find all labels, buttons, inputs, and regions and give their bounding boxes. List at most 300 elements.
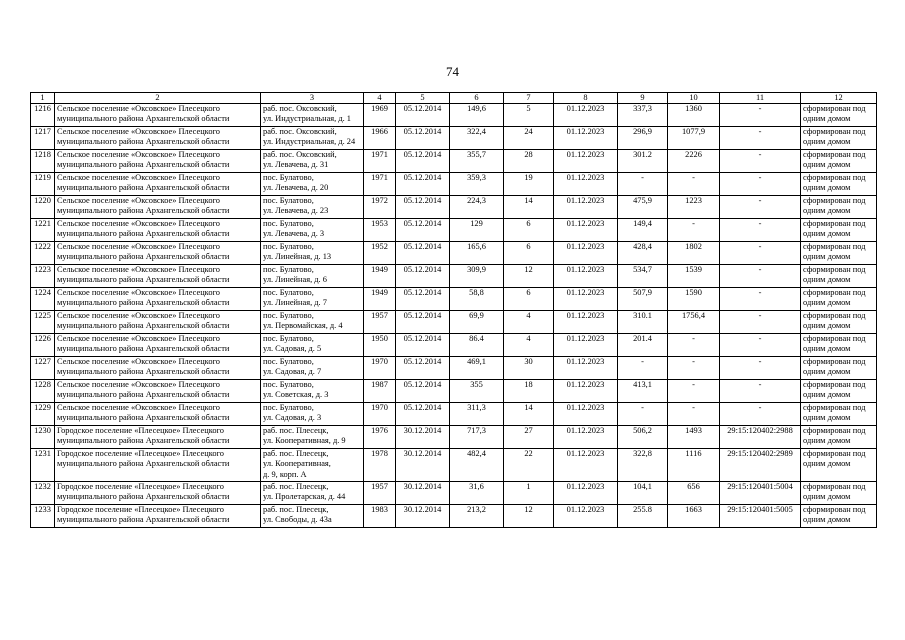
land-plot-note-cell bbox=[801, 449, 877, 482]
address-cell-line: пос. Булатово, bbox=[263, 173, 314, 182]
year-built-cell: 1952 bbox=[364, 242, 396, 265]
row-number-cell: 1230 bbox=[31, 426, 55, 449]
residents-cell: 27 bbox=[504, 426, 554, 449]
column-number: 7 bbox=[504, 93, 554, 104]
planned-date-cell: 01.12.2023 bbox=[554, 127, 618, 150]
table-row bbox=[31, 288, 877, 311]
address-cell bbox=[261, 104, 364, 127]
municipality-cell-line: Сельское поселение «Оксовское» Плесецкого bbox=[57, 311, 220, 320]
municipality-cell-line: муниципального района Архангельской области bbox=[57, 298, 230, 308]
address-cell-line: раб. пос. Оксовский, bbox=[263, 104, 337, 113]
land-plot-note-cell bbox=[801, 265, 877, 288]
municipality-cell bbox=[55, 173, 261, 196]
land-plot-note-cell-line: сформирован под bbox=[803, 219, 866, 228]
land-plot-note-cell-line: сформирован под bbox=[803, 173, 866, 182]
municipality-cell-line: муниципального района Архангельской области bbox=[57, 206, 230, 216]
area2-cell: 301.2 bbox=[618, 150, 668, 173]
land-plot-note-cell-line: одним домом bbox=[803, 321, 851, 331]
cost-cell: 1223 bbox=[668, 196, 720, 219]
recognition-date-cell: 05.12.2014 bbox=[396, 357, 450, 380]
cadastre-number-cell: 29:15:120401:5005 bbox=[720, 505, 801, 528]
area-cell: 31,6 bbox=[450, 482, 504, 505]
residents-cell: 18 bbox=[504, 380, 554, 403]
municipality-cell-line: муниципального района Архангельской области bbox=[57, 459, 230, 469]
land-plot-note-cell-line: сформирован под bbox=[803, 334, 866, 343]
area2-cell: 255.8 bbox=[618, 505, 668, 528]
cadastre-number-cell: 29:15:120401:5004 bbox=[720, 482, 801, 505]
area2-cell: 296,9 bbox=[618, 127, 668, 150]
municipality-cell-line: Сельское поселение «Оксовское» Плесецкого bbox=[57, 219, 220, 228]
municipality-cell-line: муниципального района Архангельской области bbox=[57, 275, 230, 285]
table-body bbox=[31, 93, 877, 528]
address-cell-line: пос. Булатово, bbox=[263, 219, 314, 228]
address-cell-line: ул. Советская, д. 3 bbox=[263, 390, 329, 400]
table-row bbox=[31, 219, 877, 242]
area-cell: 86.4 bbox=[450, 334, 504, 357]
land-plot-note-cell-line: одним домом bbox=[803, 298, 851, 308]
land-plot-note-cell-line: одним домом bbox=[803, 206, 851, 216]
municipality-cell-line: Городское поселение «Плесецкое» Плесецкого bbox=[57, 426, 224, 435]
land-plot-note-cell-line: сформирован под bbox=[803, 505, 866, 514]
row-number-cell: 1231 bbox=[31, 449, 55, 482]
residents-cell: 19 bbox=[504, 173, 554, 196]
planned-date-cell: 01.12.2023 bbox=[554, 505, 618, 528]
year-built-cell: 1983 bbox=[364, 505, 396, 528]
address-cell-line: ул. Кооперативная, д. 9 bbox=[263, 436, 346, 446]
municipality-cell bbox=[55, 449, 261, 482]
area-cell: 355,7 bbox=[450, 150, 504, 173]
area2-cell: 428,4 bbox=[618, 242, 668, 265]
column-number: 11 bbox=[720, 93, 801, 104]
municipality-cell-line: муниципального района Архангельской области bbox=[57, 229, 230, 239]
area-cell: 359,3 bbox=[450, 173, 504, 196]
housing-registry-table bbox=[30, 92, 877, 528]
address-cell-line: ул. Линейная, д. 6 bbox=[263, 275, 327, 285]
residents-cell: 6 bbox=[504, 288, 554, 311]
municipality-cell-line: муниципального района Архангельской области bbox=[57, 321, 230, 331]
address-cell-line: пос. Булатово, bbox=[263, 334, 314, 343]
address-cell bbox=[261, 482, 364, 505]
area2-cell: 475,9 bbox=[618, 196, 668, 219]
planned-date-cell: 01.12.2023 bbox=[554, 196, 618, 219]
table-row bbox=[31, 173, 877, 196]
municipality-cell-line: Сельское поселение «Оксовское» Плесецкого bbox=[57, 173, 220, 182]
address-cell-line: раб. пос. Плесецк, bbox=[263, 505, 329, 514]
year-built-cell: 1949 bbox=[364, 288, 396, 311]
row-number-cell: 1216 bbox=[31, 104, 55, 127]
land-plot-note-cell bbox=[801, 219, 877, 242]
address-cell-line: пос. Булатово, bbox=[263, 196, 314, 205]
planned-date-cell: 01.12.2023 bbox=[554, 150, 618, 173]
residents-cell: 4 bbox=[504, 334, 554, 357]
municipality-cell-line: Сельское поселение «Оксовское» Плесецкого bbox=[57, 357, 220, 366]
municipality-cell bbox=[55, 403, 261, 426]
land-plot-note-cell-line: сформирован под bbox=[803, 150, 866, 159]
address-cell-line: пос. Булатово, bbox=[263, 242, 314, 251]
land-plot-note-cell bbox=[801, 482, 877, 505]
land-plot-note-cell bbox=[801, 104, 877, 127]
land-plot-note-cell bbox=[801, 196, 877, 219]
row-number-cell: 1227 bbox=[31, 357, 55, 380]
municipality-cell-line: муниципального района Архангельской области bbox=[57, 344, 230, 354]
row-number-cell: 1232 bbox=[31, 482, 55, 505]
address-cell-line: пос. Булатово, bbox=[263, 380, 314, 389]
address-cell-line: пос. Булатово, bbox=[263, 265, 314, 274]
land-plot-note-cell-line: одним домом bbox=[803, 390, 851, 400]
land-plot-note-cell-line: сформирован под bbox=[803, 403, 866, 412]
municipality-cell-line: Сельское поселение «Оксовское» Плесецкого bbox=[57, 127, 220, 136]
land-plot-note-cell-line: сформирован под bbox=[803, 265, 866, 274]
address-cell bbox=[261, 311, 364, 334]
recognition-date-cell: 05.12.2014 bbox=[396, 288, 450, 311]
cadastre-number-cell: - bbox=[720, 104, 801, 127]
row-number-cell: 1223 bbox=[31, 265, 55, 288]
cadastre-number-cell: 29:15:120402:2988 bbox=[720, 426, 801, 449]
municipality-cell-line: муниципального района Архангельской области bbox=[57, 252, 230, 262]
municipality-cell bbox=[55, 104, 261, 127]
municipality-cell-line: муниципального района Архангельской области bbox=[57, 137, 230, 147]
planned-date-cell: 01.12.2023 bbox=[554, 265, 618, 288]
address-cell bbox=[261, 505, 364, 528]
year-built-cell: 1969 bbox=[364, 104, 396, 127]
land-plot-note-cell bbox=[801, 173, 877, 196]
municipality-cell-line: муниципального района Архангельской области bbox=[57, 515, 230, 525]
recognition-date-cell: 05.12.2014 bbox=[396, 150, 450, 173]
table-row bbox=[31, 127, 877, 150]
column-number: 8 bbox=[554, 93, 618, 104]
cost-cell: 1802 bbox=[668, 242, 720, 265]
address-cell-line: ул. Линейная, д. 13 bbox=[263, 252, 332, 262]
address-cell bbox=[261, 357, 364, 380]
address-cell-line: раб. пос. Оксовский, bbox=[263, 150, 337, 159]
address-cell bbox=[261, 334, 364, 357]
address-cell bbox=[261, 150, 364, 173]
cadastre-number-cell: - bbox=[720, 357, 801, 380]
planned-date-cell: 01.12.2023 bbox=[554, 219, 618, 242]
cadastre-number-cell: - bbox=[720, 150, 801, 173]
area2-cell: - bbox=[618, 357, 668, 380]
cadastre-number-cell: - bbox=[720, 288, 801, 311]
row-number-cell: 1221 bbox=[31, 219, 55, 242]
land-plot-note-cell bbox=[801, 127, 877, 150]
municipality-cell-line: муниципального района Архангельской области bbox=[57, 492, 230, 502]
row-number-cell: 1219 bbox=[31, 173, 55, 196]
residents-cell: 14 bbox=[504, 196, 554, 219]
planned-date-cell: 01.12.2023 bbox=[554, 104, 618, 127]
row-number-cell: 1224 bbox=[31, 288, 55, 311]
land-plot-note-cell-line: одним домом bbox=[803, 275, 851, 285]
municipality-cell bbox=[55, 357, 261, 380]
area-cell: 717,3 bbox=[450, 426, 504, 449]
municipality-cell-line: Городское поселение «Плесецкое» Плесецкого bbox=[57, 482, 224, 491]
cost-cell: 1590 bbox=[668, 288, 720, 311]
planned-date-cell: 01.12.2023 bbox=[554, 357, 618, 380]
cadastre-number-cell: - bbox=[720, 334, 801, 357]
address-cell-line: ул. Кооперативная, bbox=[263, 459, 331, 469]
land-plot-note-cell-line: сформирован под bbox=[803, 357, 866, 366]
address-cell-line: раб. пос. Плесецк, bbox=[263, 482, 329, 491]
page-number: 74 bbox=[446, 64, 459, 79]
row-number-cell: 1225 bbox=[31, 311, 55, 334]
land-plot-note-cell-line: одним домом bbox=[803, 436, 851, 446]
row-number-cell: 1220 bbox=[31, 196, 55, 219]
municipality-cell bbox=[55, 196, 261, 219]
address-cell-line: пос. Булатово, bbox=[263, 311, 314, 320]
land-plot-note-cell-line: одним домом bbox=[803, 183, 851, 193]
residents-cell: 4 bbox=[504, 311, 554, 334]
cost-cell: 1663 bbox=[668, 505, 720, 528]
area-cell: 224,3 bbox=[450, 196, 504, 219]
municipality-cell bbox=[55, 482, 261, 505]
area2-cell: 506,2 bbox=[618, 426, 668, 449]
recognition-date-cell: 05.12.2014 bbox=[396, 403, 450, 426]
municipality-cell-line: муниципального района Архангельской области bbox=[57, 160, 230, 170]
cadastre-number-cell: - bbox=[720, 196, 801, 219]
cost-cell: 1756,4 bbox=[668, 311, 720, 334]
address-cell-line: ул. Левачева, д. 23 bbox=[263, 206, 329, 216]
recognition-date-cell: 30.12.2014 bbox=[396, 482, 450, 505]
column-number: 12 bbox=[801, 93, 877, 104]
recognition-date-cell: 05.12.2014 bbox=[396, 242, 450, 265]
land-plot-note-cell bbox=[801, 380, 877, 403]
row-number-cell: 1226 bbox=[31, 334, 55, 357]
municipality-cell-line: Городское поселение «Плесецкое» Плесецкого bbox=[57, 505, 224, 514]
table-row bbox=[31, 403, 877, 426]
recognition-date-cell: 05.12.2014 bbox=[396, 380, 450, 403]
table-row bbox=[31, 265, 877, 288]
area-cell: 469,1 bbox=[450, 357, 504, 380]
column-number: 1 bbox=[31, 93, 55, 104]
cadastre-number-cell: - bbox=[720, 242, 801, 265]
table-row bbox=[31, 357, 877, 380]
address-cell-line: пос. Булатово, bbox=[263, 288, 314, 297]
residents-cell: 30 bbox=[504, 357, 554, 380]
recognition-date-cell: 30.12.2014 bbox=[396, 426, 450, 449]
cost-cell: - bbox=[668, 357, 720, 380]
land-plot-note-cell-line: сформирован под bbox=[803, 196, 866, 205]
area2-cell: 201.4 bbox=[618, 334, 668, 357]
address-cell-line: ул. Пролетарская, д. 44 bbox=[263, 492, 346, 502]
address-cell-line: д. 9, корп. А bbox=[263, 469, 307, 479]
table-row bbox=[31, 334, 877, 357]
land-plot-note-cell-line: одним домом bbox=[803, 459, 851, 469]
year-built-cell: 1957 bbox=[364, 311, 396, 334]
address-cell bbox=[261, 219, 364, 242]
address-cell bbox=[261, 449, 364, 482]
land-plot-note-cell-line: одним домом bbox=[803, 492, 851, 502]
cost-cell: 2226 bbox=[668, 150, 720, 173]
cost-cell: - bbox=[668, 380, 720, 403]
residents-cell: 24 bbox=[504, 127, 554, 150]
area2-cell: 337,3 bbox=[618, 104, 668, 127]
municipality-cell-line: Сельское поселение «Оксовское» Плесецкого bbox=[57, 242, 220, 251]
municipality-cell bbox=[55, 242, 261, 265]
residents-cell: 28 bbox=[504, 150, 554, 173]
column-number: 5 bbox=[396, 93, 450, 104]
municipality-cell bbox=[55, 127, 261, 150]
area2-cell: 310.1 bbox=[618, 311, 668, 334]
address-cell bbox=[261, 380, 364, 403]
land-plot-note-cell bbox=[801, 288, 877, 311]
column-number: 3 bbox=[261, 93, 364, 104]
year-built-cell: 1971 bbox=[364, 173, 396, 196]
column-number: 6 bbox=[450, 93, 504, 104]
municipality-cell-line: Сельское поселение «Оксовское» Плесецкого bbox=[57, 380, 220, 389]
address-cell bbox=[261, 426, 364, 449]
address-cell-line: ул. Левачева, д. 20 bbox=[263, 183, 329, 193]
address-cell bbox=[261, 403, 364, 426]
recognition-date-cell: 05.12.2014 bbox=[396, 104, 450, 127]
municipality-cell-line: муниципального района Архангельской области bbox=[57, 436, 230, 446]
address-cell-line: ул. Линейная, д. 7 bbox=[263, 298, 327, 308]
column-number: 2 bbox=[55, 93, 261, 104]
residents-cell: 12 bbox=[504, 265, 554, 288]
land-plot-note-cell bbox=[801, 334, 877, 357]
land-plot-note-cell bbox=[801, 357, 877, 380]
area-cell: 309,9 bbox=[450, 265, 504, 288]
table-row bbox=[31, 449, 877, 482]
address-cell-line: ул. Садовая, д. 7 bbox=[263, 367, 322, 377]
land-plot-note-cell-line: одним домом bbox=[803, 160, 851, 170]
municipality-cell-line: муниципального района Архангельской области bbox=[57, 183, 230, 193]
land-plot-note-cell-line: одним домом bbox=[803, 137, 851, 147]
area-cell: 69,9 bbox=[450, 311, 504, 334]
address-cell-line: ул. Садовая, д. 5 bbox=[263, 344, 322, 354]
planned-date-cell: 01.12.2023 bbox=[554, 449, 618, 482]
row-number-cell: 1217 bbox=[31, 127, 55, 150]
table-row bbox=[31, 482, 877, 505]
area2-cell: 534,7 bbox=[618, 265, 668, 288]
land-plot-note-cell bbox=[801, 426, 877, 449]
area-cell: 482,4 bbox=[450, 449, 504, 482]
address-cell bbox=[261, 265, 364, 288]
cost-cell: 1077,9 bbox=[668, 127, 720, 150]
municipality-cell-line: муниципального района Архангельской области bbox=[57, 413, 230, 423]
year-built-cell: 1966 bbox=[364, 127, 396, 150]
address-cell-line: ул. Свободы, д. 43а bbox=[263, 515, 332, 525]
year-built-cell: 1953 bbox=[364, 219, 396, 242]
municipality-cell bbox=[55, 150, 261, 173]
address-cell bbox=[261, 173, 364, 196]
land-plot-note-cell-line: сформирован под bbox=[803, 127, 866, 136]
year-built-cell: 1970 bbox=[364, 403, 396, 426]
cost-cell: 1116 bbox=[668, 449, 720, 482]
recognition-date-cell: 05.12.2014 bbox=[396, 265, 450, 288]
year-built-cell: 1970 bbox=[364, 357, 396, 380]
area2-cell: - bbox=[618, 403, 668, 426]
municipality-cell bbox=[55, 426, 261, 449]
table-row bbox=[31, 426, 877, 449]
recognition-date-cell: 05.12.2014 bbox=[396, 311, 450, 334]
table-row bbox=[31, 380, 877, 403]
address-cell-line: ул. Садовая, д. 3 bbox=[263, 413, 322, 423]
planned-date-cell: 01.12.2023 bbox=[554, 426, 618, 449]
year-built-cell: 1949 bbox=[364, 265, 396, 288]
cadastre-number-cell: - bbox=[720, 219, 801, 242]
address-cell-line: раб. пос. Оксовский, bbox=[263, 127, 337, 136]
residents-cell: 6 bbox=[504, 219, 554, 242]
municipality-cell-line: Сельское поселение «Оксовское» Плесецкого bbox=[57, 150, 220, 159]
year-built-cell: 1972 bbox=[364, 196, 396, 219]
recognition-date-cell: 30.12.2014 bbox=[396, 505, 450, 528]
cadastre-number-cell: 29:15:120402:2989 bbox=[720, 449, 801, 482]
municipality-cell bbox=[55, 334, 261, 357]
residents-cell: 22 bbox=[504, 449, 554, 482]
column-number-row bbox=[31, 93, 877, 104]
cost-cell: 1360 bbox=[668, 104, 720, 127]
table-row bbox=[31, 311, 877, 334]
recognition-date-cell: 05.12.2014 bbox=[396, 219, 450, 242]
municipality-cell bbox=[55, 265, 261, 288]
cost-cell: - bbox=[668, 219, 720, 242]
year-built-cell: 1976 bbox=[364, 426, 396, 449]
planned-date-cell: 01.12.2023 bbox=[554, 311, 618, 334]
area-cell: 322,4 bbox=[450, 127, 504, 150]
table-row bbox=[31, 150, 877, 173]
cadastre-number-cell: - bbox=[720, 311, 801, 334]
address-cell-line: пос. Булатово, bbox=[263, 357, 314, 366]
planned-date-cell: 01.12.2023 bbox=[554, 173, 618, 196]
recognition-date-cell: 05.12.2014 bbox=[396, 196, 450, 219]
address-cell bbox=[261, 288, 364, 311]
cost-cell: 656 bbox=[668, 482, 720, 505]
year-built-cell: 1971 bbox=[364, 150, 396, 173]
area2-cell: 413,1 bbox=[618, 380, 668, 403]
year-built-cell: 1950 bbox=[364, 334, 396, 357]
municipality-cell bbox=[55, 505, 261, 528]
planned-date-cell: 01.12.2023 bbox=[554, 334, 618, 357]
recognition-date-cell: 05.12.2014 bbox=[396, 334, 450, 357]
municipality-cell-line: Сельское поселение «Оксовское» Плесецкого bbox=[57, 196, 220, 205]
cadastre-number-cell: - bbox=[720, 127, 801, 150]
municipality-cell-line: муниципального района Архангельской области bbox=[57, 367, 230, 377]
address-cell-line: ул. Индустриальная, д. 24 bbox=[263, 137, 356, 147]
recognition-date-cell: 05.12.2014 bbox=[396, 127, 450, 150]
land-plot-note-cell-line: сформирован под bbox=[803, 104, 866, 113]
municipality-cell-line: Сельское поселение «Оксовское» Плесецкого bbox=[57, 265, 220, 274]
municipality-cell-line: Сельское поселение «Оксовское» Плесецкого bbox=[57, 403, 220, 412]
municipality-cell-line: муниципального района Архангельской области bbox=[57, 390, 230, 400]
address-cell bbox=[261, 127, 364, 150]
column-number: 10 bbox=[668, 93, 720, 104]
address-cell bbox=[261, 242, 364, 265]
municipality-cell bbox=[55, 311, 261, 334]
planned-date-cell: 01.12.2023 bbox=[554, 482, 618, 505]
cost-cell: 1539 bbox=[668, 265, 720, 288]
column-number: 4 bbox=[364, 93, 396, 104]
land-plot-note-cell-line: сформирован под bbox=[803, 380, 866, 389]
cadastre-number-cell: - bbox=[720, 173, 801, 196]
planned-date-cell: 01.12.2023 bbox=[554, 403, 618, 426]
address-cell-line: ул. Индустриальная, д. 1 bbox=[263, 114, 351, 124]
planned-date-cell: 01.12.2023 bbox=[554, 242, 618, 265]
area2-cell: 104,1 bbox=[618, 482, 668, 505]
residents-cell: 14 bbox=[504, 403, 554, 426]
row-number-cell: 1222 bbox=[31, 242, 55, 265]
address-cell bbox=[261, 196, 364, 219]
land-plot-note-cell-line: одним домом bbox=[803, 229, 851, 239]
land-plot-note-cell bbox=[801, 242, 877, 265]
land-plot-note-cell-line: сформирован под bbox=[803, 242, 866, 251]
land-plot-note-cell-line: одним домом bbox=[803, 114, 851, 124]
area-cell: 355 bbox=[450, 380, 504, 403]
cadastre-number-cell: - bbox=[720, 380, 801, 403]
year-built-cell: 1987 bbox=[364, 380, 396, 403]
table-row bbox=[31, 505, 877, 528]
address-cell-line: ул. Первомайская, д. 4 bbox=[263, 321, 343, 331]
land-plot-note-cell-line: одним домом bbox=[803, 413, 851, 423]
table-row bbox=[31, 104, 877, 127]
